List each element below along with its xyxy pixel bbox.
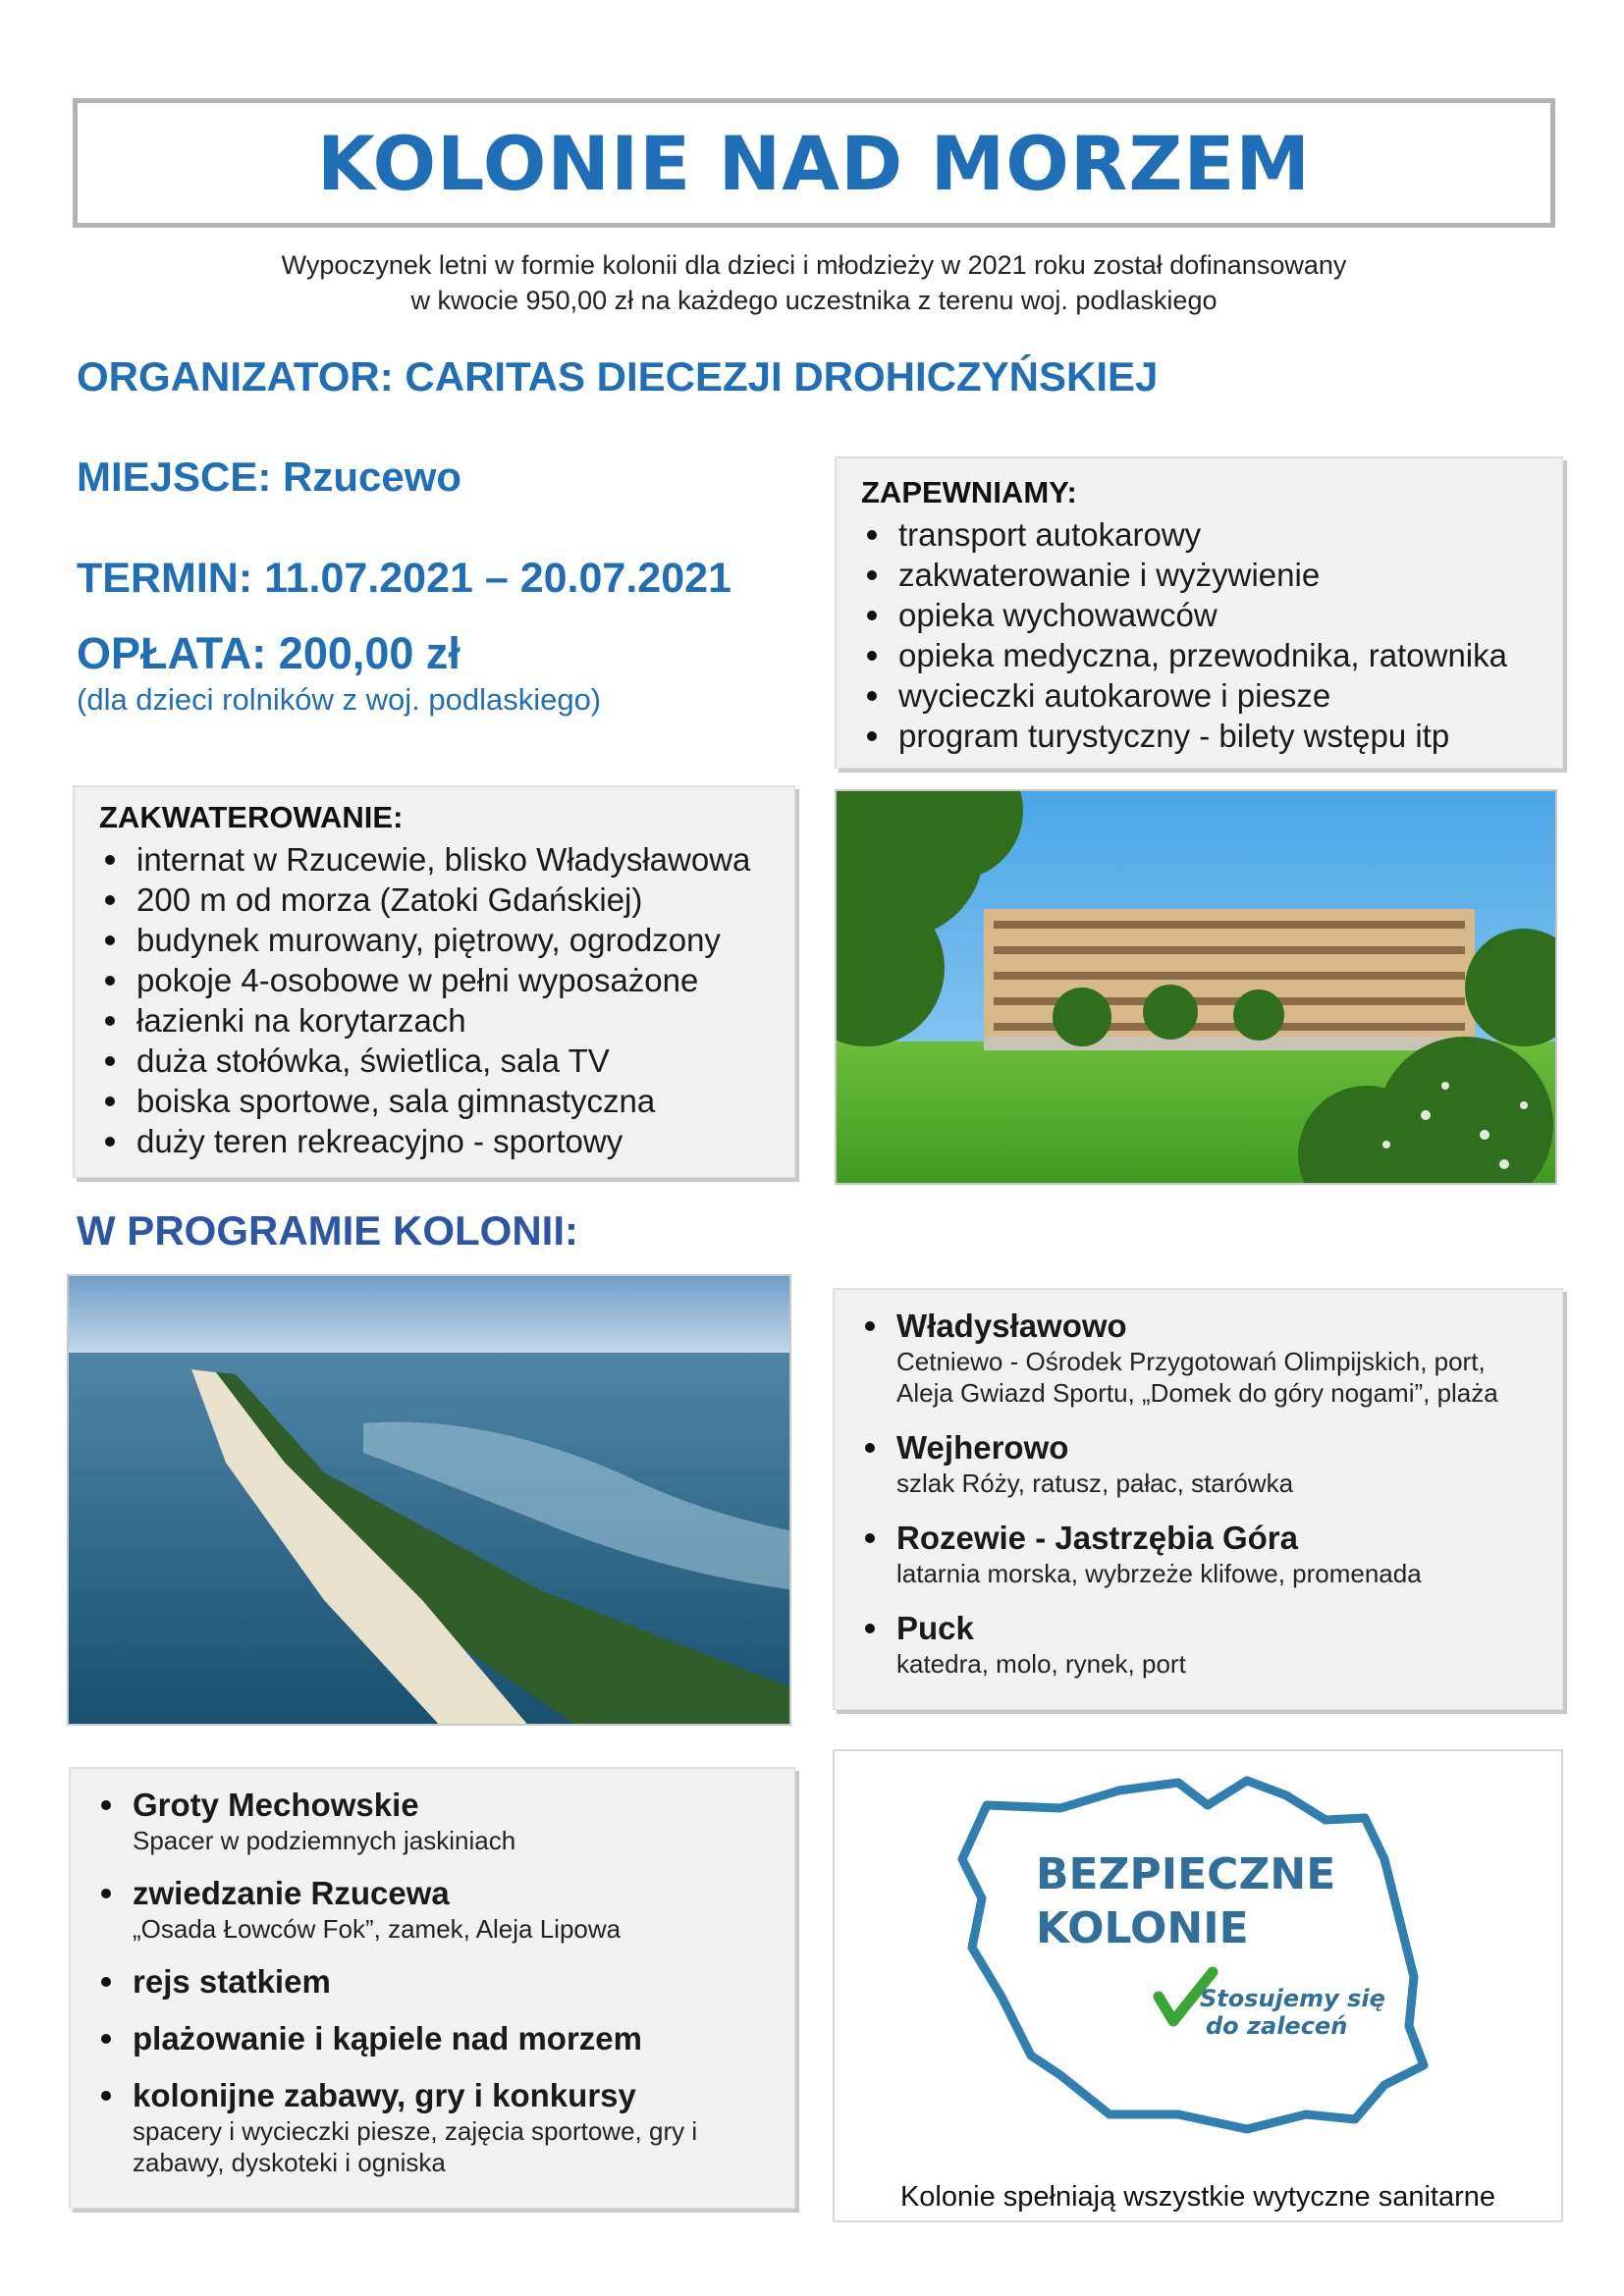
list-item: duży teren rekreacyjno - sportowy <box>99 1121 769 1161</box>
activity-name: plażowanie i kąpiele nad morzem <box>133 2020 642 2056</box>
place-heading: MIEJSCE: Rzucewo <box>77 454 462 500</box>
poland-outline-icon <box>962 1781 1424 2129</box>
list-item: budynek murowany, piętrowy, ogrodzony <box>99 920 769 960</box>
activity-name: zwiedzanie Rzucewa <box>133 1875 450 1911</box>
provided-list <box>861 514 1537 756</box>
provided-panel <box>835 456 1563 769</box>
intro-line-1: Wypoczynek letni w formie kolonii dla dzieci i młodzieży w 2021 roku został dofinansowany <box>281 250 1347 280</box>
activity-desc: „Osada Łowców Fok”, zamek, Aleja Lipowa <box>133 1914 622 1944</box>
fee-note: (dla dzieci rolników z woj. podlaskiego) <box>77 682 602 717</box>
fee-heading: OPŁATA: 200,00 zł <box>77 628 460 678</box>
activity-name: Groty Mechowskie <box>133 1787 419 1823</box>
safe-caption: Kolonie spełniają wszystkie wytyczne sanitarne <box>899 2181 1496 2213</box>
organizer-heading: ORGANIZATOR: CARITAS DIECEZJI DROHICZYŃSKIEJ <box>77 353 1159 400</box>
coast-photo-illustration <box>69 1276 791 1726</box>
program-heading: W PROGRAMIE KOLONII: <box>77 1207 578 1254</box>
list-item: program turystyczny - bilety wstępu itp <box>861 716 1537 756</box>
trip-name: Wejherowo <box>896 1429 1069 1466</box>
list-item: pokoje 4-osobowe w pełni wyposażone <box>99 960 769 1000</box>
list-item: zakwaterowanie i wyżywienie <box>861 555 1537 595</box>
list-item <box>859 1307 1537 1409</box>
logo-line-1: BEZPIECZNE <box>1036 1849 1336 1899</box>
trip-desc: Cetniewo - Ośrodek Przygotowań Olimpijskich, port, Aleja Gwiazd Sportu, „Domek do góry nogami”, plaża <box>896 1347 1498 1408</box>
logo-check-line-1: Stosujemy się <box>1200 1985 1385 2012</box>
activities-list <box>95 1786 769 2178</box>
activity-desc: Spacer w podziemnych jaskiniach <box>133 1826 516 1855</box>
list-item: boiska sportowe, sala gimnastyczna <box>99 1081 769 1121</box>
list-item <box>95 1786 769 1856</box>
logo-check-line-2: do zaleceń <box>1206 2012 1348 2040</box>
list-item: opieka medyczna, przewodnika, ratownika <box>861 635 1537 675</box>
intro-text <box>73 247 1555 318</box>
page-title: KOLONIE NAD MORZEM <box>316 119 1312 207</box>
trip-name: Rozewie - Jastrzębia Góra <box>896 1520 1298 1556</box>
building-photo-illustration <box>837 791 1557 1185</box>
list-item: transport autokarowy <box>861 514 1537 555</box>
trips-list <box>859 1307 1537 1680</box>
logo-line-2: KOLONIE <box>1036 1903 1249 1953</box>
accommodation-panel <box>73 785 795 1178</box>
coast-photo <box>67 1274 791 1726</box>
list-item: 200 m od morza (Zatoki Gdańskiej) <box>99 880 769 920</box>
safe-camps-box <box>833 1749 1563 2222</box>
list-item <box>95 1874 769 1945</box>
list-item <box>859 1428 1537 1499</box>
trip-desc: katedra, molo, rynek, port <box>896 1649 1186 1679</box>
trip-desc: latarnia morska, wybrzeże klifowe, promenada <box>896 1559 1422 1588</box>
building-photo <box>835 789 1557 1185</box>
safe-camps-logo <box>835 1751 1561 2163</box>
activity-name: kolonijne zabawy, gry i konkursy <box>133 2077 636 2113</box>
accommodation-title: ZAKWATEROWANIE: <box>99 800 404 834</box>
list-item: łazienki na korytarzach <box>99 1000 769 1041</box>
list-item <box>95 2076 769 2178</box>
provided-title: ZAPEWNIAMY: <box>861 475 1077 509</box>
trip-name: Władysławowo <box>896 1308 1127 1344</box>
accommodation-list <box>99 839 769 1161</box>
list-item <box>95 1962 769 2002</box>
list-item <box>95 2019 769 2058</box>
trip-name: Puck <box>896 1610 974 1646</box>
list-item <box>859 1609 1537 1680</box>
list-item: opieka wychowawców <box>861 595 1537 635</box>
intro-line-2: w kwocie 950,00 zł na każdego uczestnika z terenu woj. podlaskiego <box>410 286 1218 315</box>
list-item: wycieczki autokarowe i piesze <box>861 675 1537 716</box>
trips-panel <box>833 1288 1563 1710</box>
term-heading: TERMIN: 11.07.2021 – 20.07.2021 <box>77 555 731 602</box>
list-item: internat w Rzucewie, blisko Władysławowa <box>99 839 769 880</box>
title-box <box>73 98 1555 228</box>
trip-desc: szlak Róży, ratusz, pałac, starówka <box>896 1468 1294 1498</box>
activity-desc: spacery i wycieczki piesze, zajęcia sportowe, gry i zabawy, dyskoteki i ogniska <box>133 2116 698 2177</box>
activity-name: rejs statkiem <box>133 1963 331 2000</box>
list-item: duża stołówka, świetlica, sala TV <box>99 1041 769 1081</box>
activities-panel <box>69 1767 795 2209</box>
list-item <box>859 1519 1537 1589</box>
